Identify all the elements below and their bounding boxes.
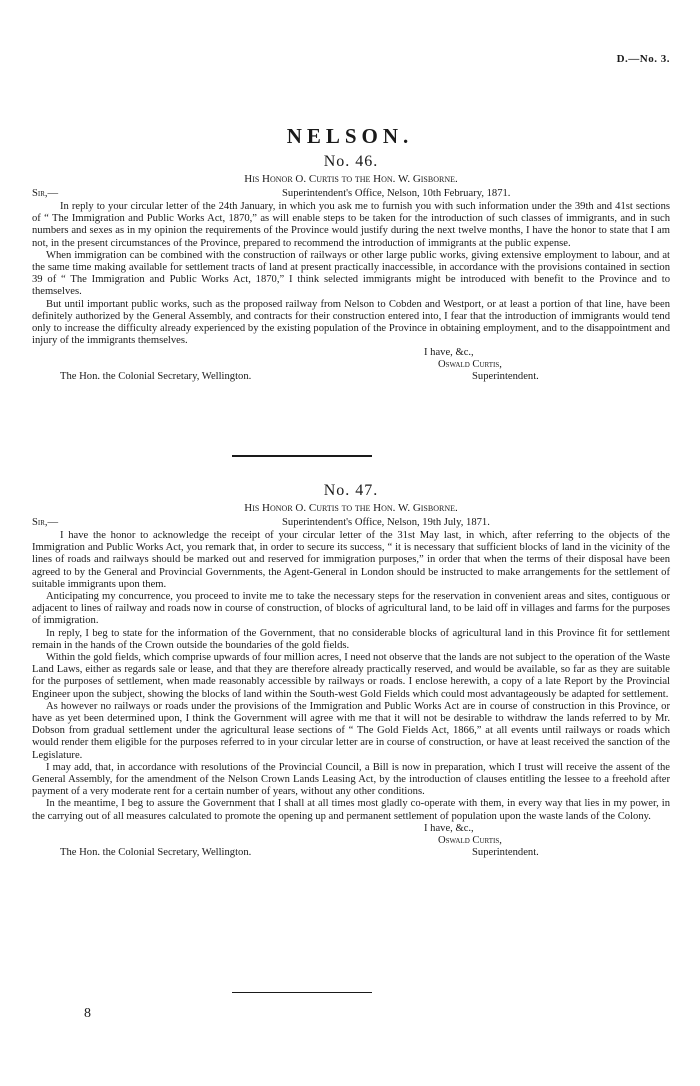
paragraph: In reply to your circular letter of the 24th January, in which you ask me to furnish you with such information under the 39th and 41st sections of “ The Immigration and Public Works Act, 1870,” as will enable steps to be taken for the introduction of such classes of immigrants, and in such numbers and sexes as in my opinion the requirements of the Province would justify during the next twelve months, I have the honor to state that I am not, in the present circumstances of the Province, prepared to recommend the introduction of immigrants at the public expense. [32, 201, 670, 249]
paragraph: As however no railways or roads under the provisions of the Immigration and Public Works Act are in course of construction in this Province, or have as yet been determined upon, I think the Government will agree with me that it will not be desirable to withdraw the lands referred to by Mr. Dobson from gradual settlement under the agricultural lease sections of “ The Gold Fields Act, 1866,” at all events until railways or roads which would render them eligible for the purposes referred to in your circular letter are in course of construction, or have at least received the sanction of the Legislature. [32, 700, 670, 761]
letter-closing [32, 347, 670, 385]
letter-number: No. 46. [323, 153, 379, 170]
paragraph: When immigration can be combined with the construction of railways or other large public works, giving extensive employment to labour, and at the same time making available for settlement tracts of land at present practically inaccessible, in accordance with the provisions contained in section 39 of “ The Immigration and Public Works Act, 1870,” I think selected immigrants might be introduced with benefit to the Province and to themselves. [32, 249, 670, 298]
closing-phrase: I have, &c., [424, 822, 474, 834]
paragraph: I have the honor to acknowledge the receipt of your circular letter of the 31st May last, in which, after referring to the objects of the Immigration and Public Works Act, you remark that, in order to secure its success, “ it is necessary that sufficient blocks of land in the vicinity of the lines of roads and railways should be marked out and reserved for immigration purposes,” in order that when the terms of their disposal have been agreed to by the General and Provincial Governments, the Agent-General in London should be instructed to make arrangements for the settlement of suitable immigrants upon them. [32, 530, 670, 590]
letter-46 [32, 152, 670, 385]
paragraph: In reply, I beg to state for the information of the Government, that no considerable blocks of agricultural land in this Province fit for settlement remain in the hands of the Crown outside the boundaries of the gold fields. [32, 627, 670, 651]
letter-closing [32, 823, 670, 861]
letter-number: No. 47. [323, 482, 379, 499]
paragraph: But until important public works, such as the proposed railway from Nelson to Cobden and Westport, or at least a portion of that line, have been definitely authorized by the General Assembly, and contracts for their construction entered into, I fear that the introduction of immigrants would tend only to increase the difficulty already experienced by the existing population of the Province in obtaining employment, and to the disappointment and injury of the immigrants themselves. [32, 298, 670, 347]
signature-title: Superintendent. [472, 846, 539, 858]
signature: Oswald Curtis, [438, 359, 502, 371]
paragraph: Anticipating my concurrence, you proceed to invite me to take the necessary steps for the reservation in convenient areas and sites, contiguous or adjacent to lines of railway and roads now in course of construction, of blocks of agricultural land, to be laid off in villages and farms for the purposes of immigration. [32, 591, 670, 627]
section-divider [232, 455, 372, 457]
letter-dateline [32, 188, 670, 201]
paragraph: Within the gold fields, which comprise upwards of four million acres, I need not observe that the lands are not subject to the operation of the Waste Land Laws, either as regards sale or lease, and that they are therefore already practically reserved, and would be available, so far as they are suitable for the purposes of settlement, when made reasonably accessible by railways or roads. I enclose herewith, a copy of a late Report by the Provincial Engineer upon the subject, showing the blocks of land within the South-west Gold Fields which could most advantageously be adapted for settlement. [32, 652, 670, 700]
letter-dateline [32, 517, 670, 530]
letter-47 [32, 481, 670, 861]
page-reference: D.—No. 3. [616, 53, 670, 65]
place-date: Superintendent's Office, Nelson, 10th February, 1871. [282, 188, 511, 199]
signature-title: Superintendent. [472, 371, 539, 383]
end-divider [232, 992, 372, 993]
closing-phrase: I have, &c., [424, 347, 474, 359]
salutation: Sir,— [32, 517, 59, 528]
signature: Oswald Curtis, [438, 834, 502, 846]
paragraph: I may add, that, in accordance with resolutions of the Provincial Council, a Bill is now in preparation, which I trust will receive the assent of the General Assembly, for the amendment of the Nelson Crown Lands Leasing Act, by the introduction of clauses entitling the lessee to a freehold after payment of a very moderate rent for a certain number of years, without any other conditions. [32, 761, 670, 798]
letter-from-to: His Honor O. Curtis to the Hon. W. Gisborne. [244, 502, 458, 514]
paragraph: In the meantime, I beg to assure the Government that I shall at all times most gladly co-operate with them, in every way that lies in my power, in the carrying out of all measures calculated to promote the opening up and permanent settlement of population upon the waste lands of the Colony. [32, 798, 670, 822]
province-heading: NELSON. [286, 124, 414, 148]
addressee: The Hon. the Colonial Secretary, Wellington. [60, 371, 252, 383]
salutation: Sir,— [32, 188, 59, 199]
place-date: Superintendent's Office, Nelson, 19th July, 1871. [282, 517, 490, 528]
page-number: 8 [84, 1006, 91, 1021]
letter-from-to: His Honor O. Curtis to the Hon. W. Gisborne. [244, 173, 458, 185]
addressee: The Hon. the Colonial Secretary, Wellington. [60, 846, 252, 858]
